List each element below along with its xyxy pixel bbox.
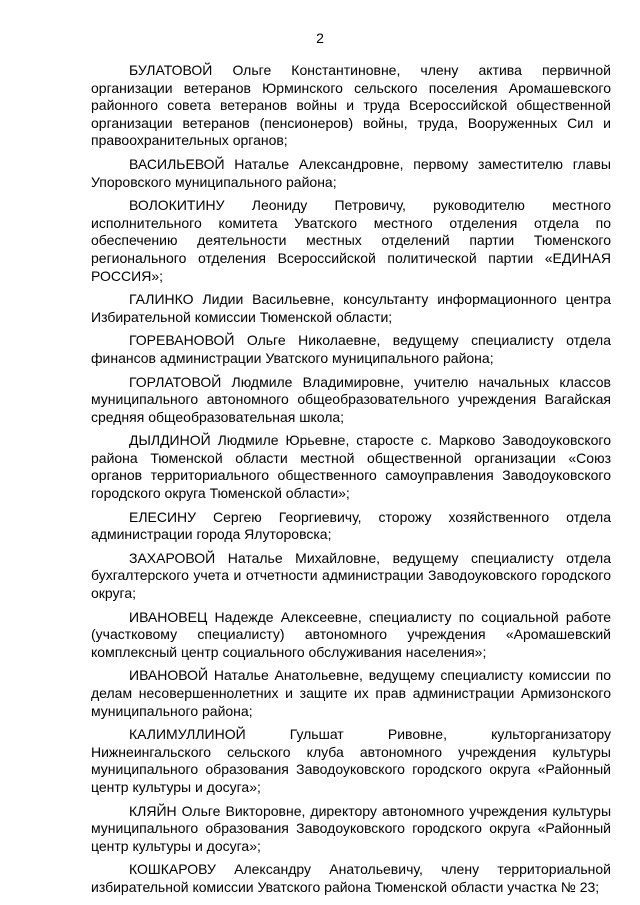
paragraph-zakharova: ЗАХАРОВОЙ Наталье Михайловне, ведущему специалисту отдела бухгалтерского учета и отчетности администрации Заводоуковского городского округа; [91, 549, 611, 602]
paragraph-elesin: ЕЛЕСИНУ Сергею Георгиевичу, сторожу хозяйственного отдела администрации города Ялуторовска; [91, 508, 611, 543]
paragraph-dyldina: ДЫЛДИНОЙ Людмиле Юрьевне, старосте с. Марково Заводоуковского района Тюменской области местной общественной организации «Союз органов территориального общественного самоуправления Заводоуковского городского округа Тюменской области»; [91, 432, 611, 502]
paragraph-koshkarov: КОШКАРОВУ Александру Анатольевичу, члену территориальной избирательной комиссии Уватского района Тюменской области участка № 23; [91, 861, 611, 895]
paragraph-gorevanova: ГОРЕВАНОВОЙ Ольге Николаевне, ведущему специалисту отдела финансов администрации Уватского муниципального района; [91, 332, 611, 366]
paragraph-vasilyeva: ВАСИЛЬЕВОЙ Наталье Александровне, первому заместителю главы Упоровского муниципального района; [91, 155, 611, 190]
document-body [91, 62, 611, 903]
paragraph-gorlatova: ГОРЛАТОВОЙ Людмиле Владимировне, учителю начальных классов муниципального автономного общеобразовательного учреждения Вагайская средняя общеобразовательная школа; [91, 373, 611, 425]
page-number: 2 [316, 30, 324, 46]
paragraph-ivanova: ИВАНОВОЙ Наталье Анатольевне, ведущему специалисту комиссии по делам несовершеннолетних и защите их прав администрации Армизонского муниципального района; [91, 667, 611, 719]
paragraph-volokitin: ВОЛОКИТИНУ Леониду Петровичу, руководителю местного исполнительного комитета Уватского местного отделения отдела по обеспечению деятельности местных отделений партии Тюменского регионального отделения Всероссийской политической партии «ЕДИНАЯ РОССИЯ»; [91, 197, 611, 284]
paragraph-bulatova: БУЛАТОВОЙ Ольге Константиновне, члену актива первичной организации ветеранов Юрминского сельского поселения Аромашевского районного совета ветеранов войны и труда Всероссийской общественной организации ветеранов (пенсионеров) войны, труда, Вооруженных Сил и правоохранительных органов; [91, 62, 611, 149]
paragraph-klyain: КЛЯЙН Ольге Викторовне, директору автономного учреждения культуры муниципального образования Заводоуковского городского округа «Районный центр культуры и досуга»; [91, 802, 611, 854]
paragraph-galinko: ГАЛИНКО Лидии Васильевне, консультанту информационного центра Избирательной комиссии Тюменской области; [91, 291, 611, 325]
paragraph-kalimullina: КАЛИМУЛЛИНОЙ Гульшат Ривовне, культорганизатору Нижнеингальского сельского клуба автономного учреждения культуры муниципального образования Заводоуковского городского округа «Районный центр культуры и досуга»; [91, 726, 611, 795]
paragraph-ivanovets: ИВАНОВЕЦ Надежде Алексеевне, специалисту по социальной работе (участковому специалисту) автономного учреждения «Аромашевский комплексный центр социального обслуживания населения»; [91, 608, 611, 660]
